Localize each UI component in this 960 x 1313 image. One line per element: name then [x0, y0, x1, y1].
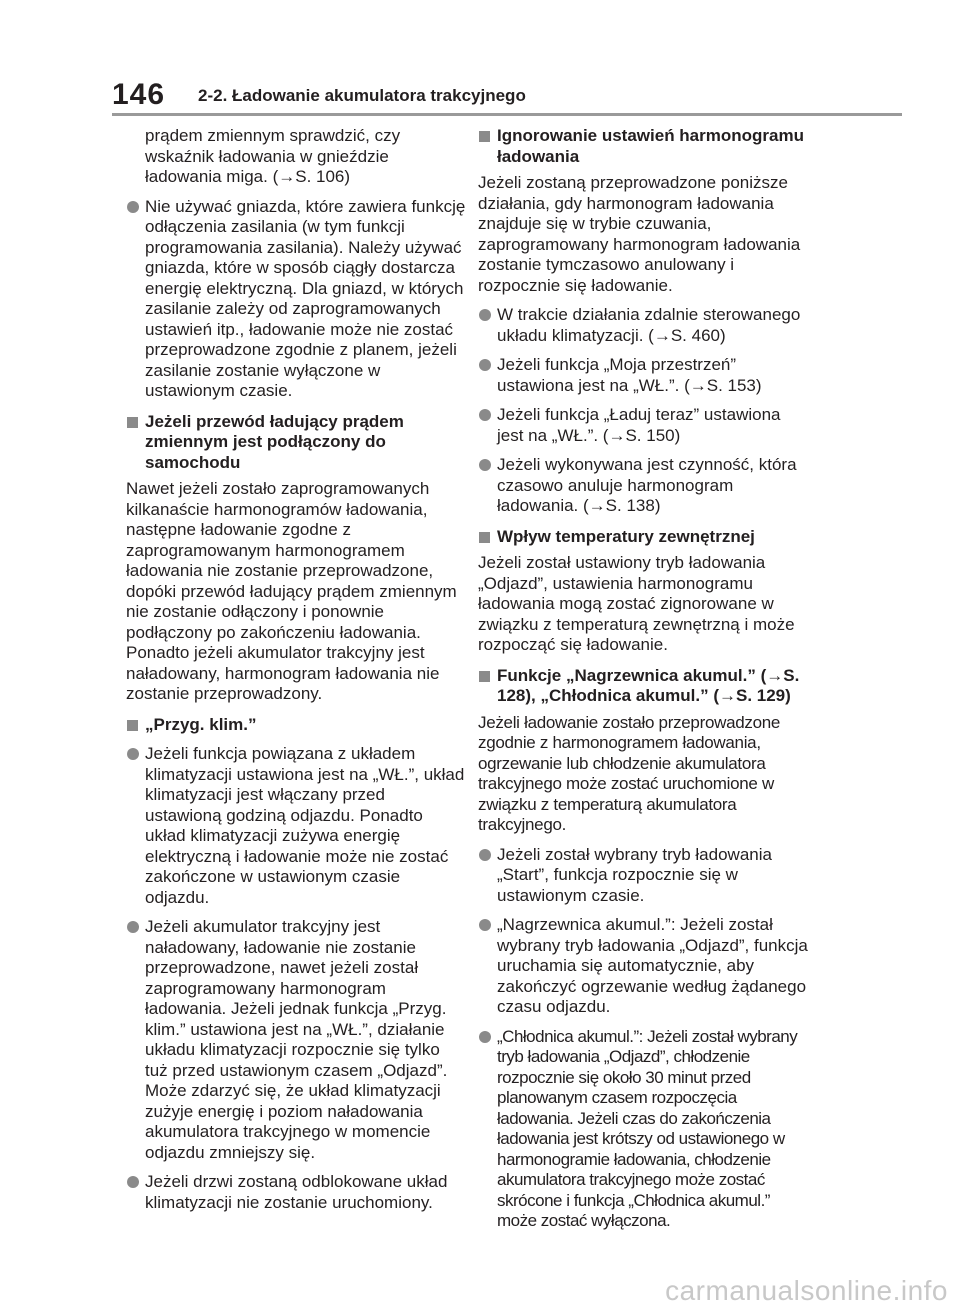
bullet-item: Jeżeli funkcja „Ładuj teraz” ustawiona jest na „WŁ.”. (→S. 150)	[478, 405, 808, 446]
paragraph: Jeżeli zostaną przeprowadzone poniższe działania, gdy harmonogram ładowania znajduje się w trybie czuwania, zaprogramowany harmonogram ładowania zostanie tymczasowo anulowany i rozpocznie się ładowanie.	[478, 173, 801, 295]
bullet-item: „Chłodnica akumul.”: Jeżeli został wybrany tryb ładowania „Odjazd”, chłodzenie rozpocznie się około 30 minut przed planowanym czasem rozpoczęcia ładowania. Jeżeli czas do zakończenia ładowania jest krótszy od ustawionego w harmonogramie ładowania, chłodzenie akumulatora trakcyjnego może zostać skrócone i funkcja „Chłodnica akumul.” może zostać wyłączona.	[478, 1027, 808, 1232]
subheading: Jeżeli przewód ładujący prądem zmiennym jest podłączony do samochodu	[126, 412, 466, 474]
left-column	[126, 126, 466, 1213]
subheading: Wpływ temperatury zewnętrznej	[478, 527, 808, 548]
subheading: Ignorowanie ustawień harmonogramu ładowania	[478, 126, 808, 167]
paragraph: Nawet jeżeli zostało zaprogramowanych kilkanaście harmonogramów ładowania, następne ładowanie zgodne z zaprogramowanym harmonogramem ładowania nie zostanie przeprowadzone, dopóki przewód ładujący prądem zmiennym nie zostanie odłączony i ponownie podłączony po zakończeniu ładowania. Ponadto jeżeli akumulator trakcyjny jest naładowany, harmonogram ładowania nie zostanie przeprowadzony.	[126, 479, 457, 703]
subheading: Funkcje „Nagrzewnica akumul.” (→S. 128), „Chłodnica akumul.” (→S. 129)	[478, 666, 808, 707]
subheading: „Przyg. klim.”	[126, 715, 466, 736]
right-column	[478, 126, 808, 1232]
watermark: carmanualsonline.info	[665, 1275, 948, 1306]
page-number: 146	[112, 78, 166, 111]
bullet-item: „Nagrzewnica akumul.”: Jeżeli został wybrany tryb ładowania „Odjazd”, funkcja uruchamia się automatycznie, aby zakończyć ogrzewanie według żądanego czasu odjazdu.	[478, 915, 808, 1018]
paragraph: Jeżeli ładowanie zostało przeprowadzone zgodnie z harmonogramem ładowania, ogrzewanie lub chłodzenie akumulatora trakcyjnego może zostać uruchomione w związku z temperaturą akumulatora trakcyjnego.	[478, 712, 781, 834]
bullet-item: Jeżeli funkcja powiązana z układem klimatyzacji ustawiona jest na „WŁ.”, układ klimatyzacji jest włączany przed ustawioną godziną odjazdu. Ponadto układ klimatyzacji zużywa energię elektryczną i ładowanie może nie zostać zakończone w ustawionym czasie odjazdu.	[126, 744, 466, 908]
section-title: 2-2. Ładowanie akumulatora trakcyjnego	[198, 86, 526, 105]
bullet-item: Nie używać gniazda, które zawiera funkcję odłączenia zasilania (w tym funkcji programowania zasilania). Należy używać gniazda, które w sposób ciągły dostarcza energię elektryczną. Dla gniazd, w których zasilanie zależy od zaprogramowanych ustawień itp., ładowanie może nie zostać przeprowadzone zgodnie z planem, jeżeli zasilanie zostanie wyłączone w ustawionym czasie.	[126, 197, 466, 402]
bullet-item: Jeżeli funkcja „Moja przestrzeń” ustawiona jest na „WŁ.”. (→S. 153)	[478, 355, 808, 396]
header-divider	[112, 113, 902, 116]
continued-paragraph: prądem zmiennym sprawdzić, czy wskaźnik ładowania w gnieździe ładowania miga. (→S. 106)	[145, 126, 401, 186]
bullet-item: Jeżeli akumulator trakcyjny jest naładowany, ładowanie nie zostanie przeprowadzone, nawet jeżeli został zaprogramowany harmonogram ładowania. Jeżeli jednak funkcja „Przyg. klim.” ustawiona jest na „WŁ.”, działanie układu klimatyzacji rozpocznie się tylko tuż przed ustawionym czasem „Odjazd”. Może zdarzyć się, że układ klimatyzacji zużyje energię i poziom naładowania akumulatora trakcyjnego w momencie odjazdu zmniejszy się.	[126, 917, 466, 1163]
bullet-item: Jeżeli został wybrany tryb ładowania „Start”, funkcja rozpocznie się w ustawionym czasie.	[478, 845, 808, 907]
bullet-item: Jeżeli wykonywana jest czynność, która czasowo anuluje harmonogram ładowania. (→S. 138)	[478, 455, 808, 517]
bullet-item: Jeżeli drzwi zostaną odblokowane układ klimatyzacji nie zostanie uruchomiony.	[126, 1172, 466, 1213]
bullet-item: W trakcie działania zdalnie sterowanego układu klimatyzacji. (→S. 460)	[478, 305, 808, 346]
paragraph: Jeżeli został ustawiony tryb ładowania „Odjazd”, ustawienia harmonogramu ładowania mogą zostać zignorowane w związku z temperaturą zewnętrzną i może rozpocząć się ładowanie.	[478, 553, 795, 654]
